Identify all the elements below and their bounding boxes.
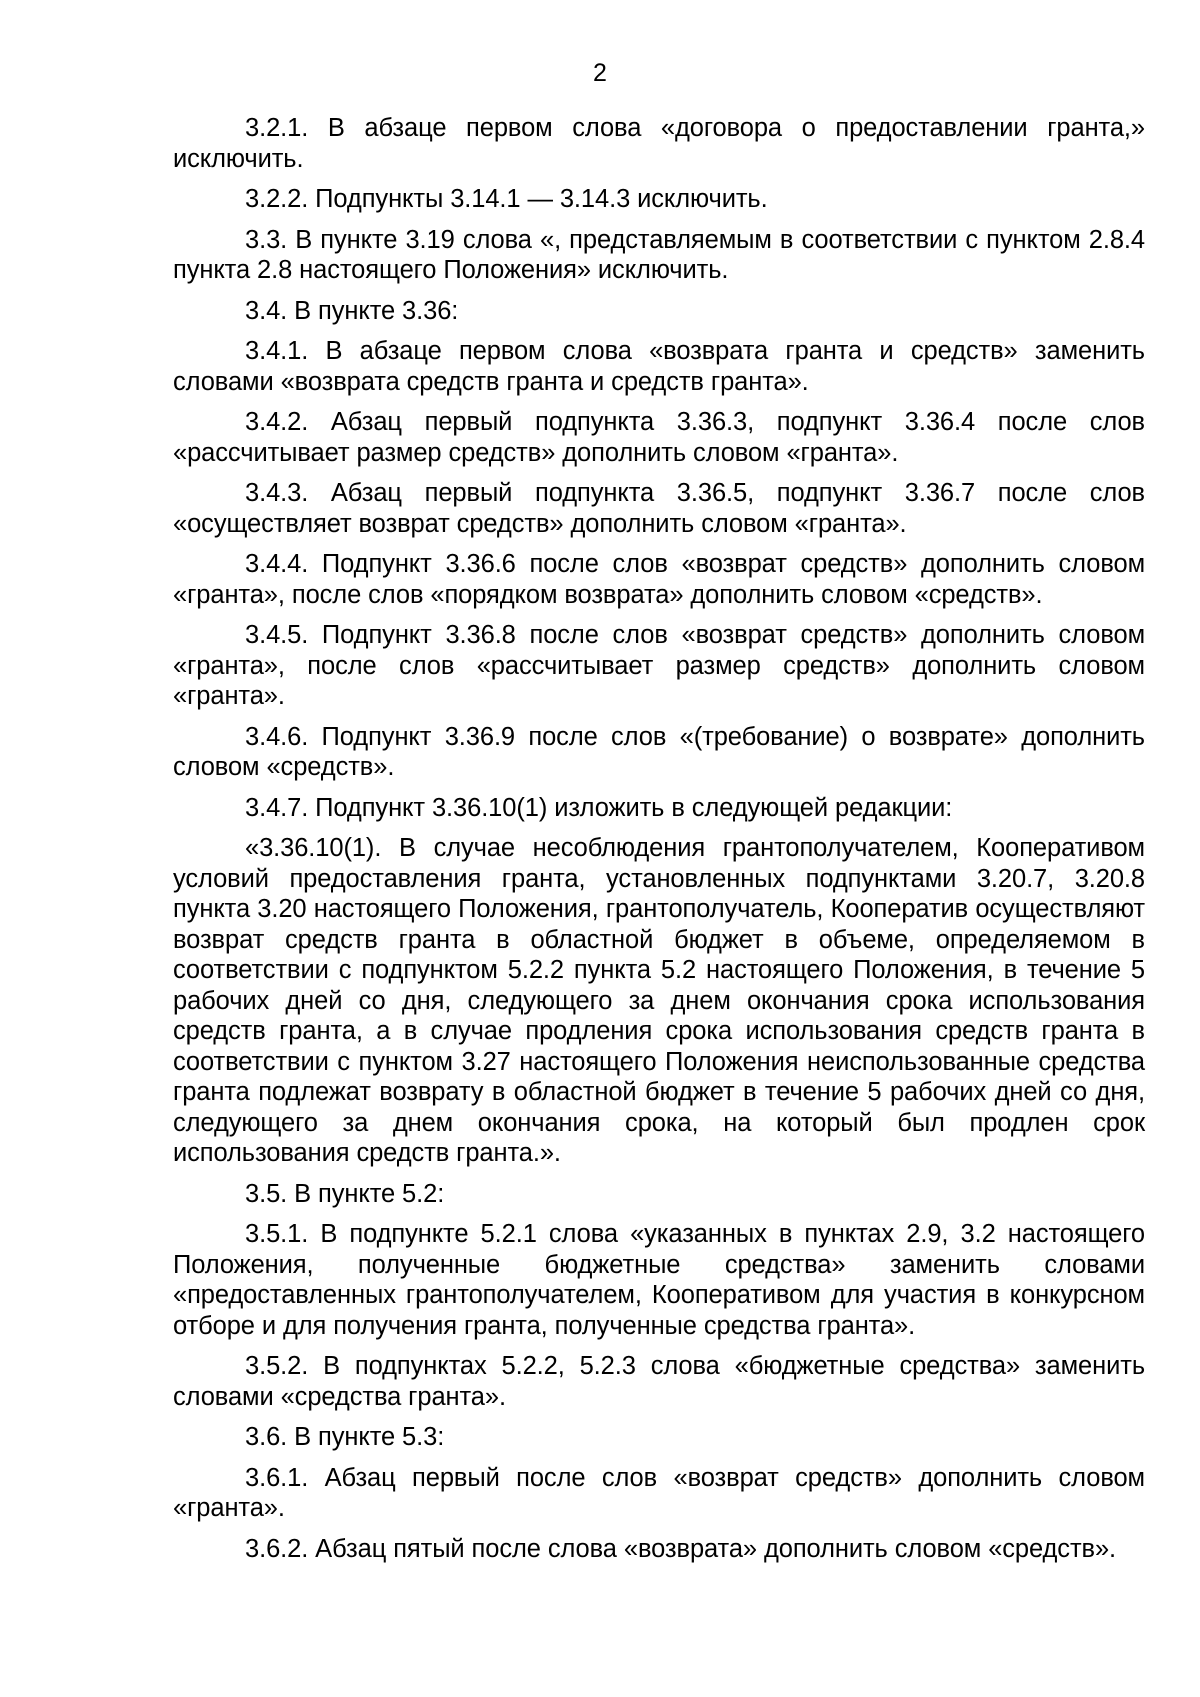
paragraph-3-2-2: 3.2.2. Подпункты 3.14.1 — 3.14.3 исключить. xyxy=(245,185,768,213)
paragraph-3-6-1: 3.6.1. Абзац первый после слов «возврат средств» дополнить словом «гранта». xyxy=(173,1463,1145,1522)
paragraph-3-5: 3.5. В пункте 5.2: xyxy=(245,1179,445,1208)
paragraph-3-6: 3.6. В пункте 5.3: xyxy=(245,1423,445,1451)
paragraph-3-4-1: 3.4.1. В абзаце первом слова «возврата гранта и средств» заменить словами «возврата средств гранта и средств гранта». xyxy=(173,337,1145,396)
paragraph-3-2-1: 3.2.1. В абзаце первом слова «договора о предоставлении гранта,» исключить. xyxy=(173,114,1145,173)
page-number: 2 xyxy=(593,59,607,87)
paragraph-quoted-3-36-10-1: «3.36.10(1). В случае несоблюдения грантополучателем, Кооперативом условий предоставления гранта, установленных подпунктами 3.20.7, 3.20.8 пункта 3.20 настоящего Положения, грантополучатель, Кооператив осуществляют возврат средств гранта в областной бюджет в объеме, определяемом в соответствии с подпунктом 5.2.2 пункта 5.2 настоящего Положения, в течение 5 рабочих дней со дня, следующего за днем окончания срока использования средств гранта, а в случае продления срока использования средств гранта в соответствии с пунктом 3.27 настоящего Положения неиспользованные средства гранта подлежат возврату в областной бюджет в течение 5 рабочих дней со дня, следующего за днем окончания срока, на который был продлен срок использования средств гранта.». xyxy=(173,834,1145,1167)
paragraph-3-4-3: 3.4.3. Абзац первый подпункта 3.36.5, подпункт 3.36.7 после слов «осуществляет возврат средств» дополнить словом «гранта». xyxy=(173,479,1145,538)
document-body xyxy=(173,113,1145,1574)
paragraph-3-4: 3.4. В пункте 3.36: xyxy=(245,296,459,325)
paragraph-3-4-2: 3.4.2. Абзац первый подпункта 3.36.3, подпункт 3.36.4 после слов «рассчитывает размер средств» дополнить словом «гранта». xyxy=(173,408,1145,467)
paragraph-3-4-6: 3.4.6. Подпункт 3.36.9 после слов «(требование) о возврате» дополнить словом «средств». xyxy=(173,722,1145,781)
paragraph-3-6-2: 3.6.2. Абзац пятый после слова «возврата» дополнить словом «средств». xyxy=(245,1534,1117,1563)
paragraph-3-4-4: 3.4.4. Подпункт 3.36.6 после слов «возврат средств» дополнить словом «гранта», после слов «порядком возврата» дополнить словом «средств». xyxy=(173,550,1145,609)
paragraph-3-4-7: 3.4.7. Подпункт 3.36.10(1) изложить в следующей редакции: xyxy=(245,793,953,822)
paragraph-3-5-2: 3.5.2. В подпунктах 5.2.2, 5.2.3 слова «бюджетные средства» заменить словами «средства гранта». xyxy=(173,1352,1145,1411)
paragraph-3-3: 3.3. В пункте 3.19 слова «, представляемым в соответствии с пунктом 2.8.4 пункта 2.8 настоящего Положения» исключить. xyxy=(173,225,1145,284)
paragraph-3-4-5: 3.4.5. Подпункт 3.36.8 после слов «возврат средств» дополнить словом «гранта», после слов «рассчитывает размер средств» дополнить словом «гранта». xyxy=(173,621,1145,710)
paragraph-3-5-1: 3.5.1. В подпункте 5.2.1 слова «указанных в пунктах 2.9, 3.2 настоящего Положения, полученные бюджетные средства» заменить словами «предоставленных грантополучателем, Кооперативом для участия в конкурсном отборе и для получения гранта, полученные средства гранта». xyxy=(173,1220,1145,1340)
